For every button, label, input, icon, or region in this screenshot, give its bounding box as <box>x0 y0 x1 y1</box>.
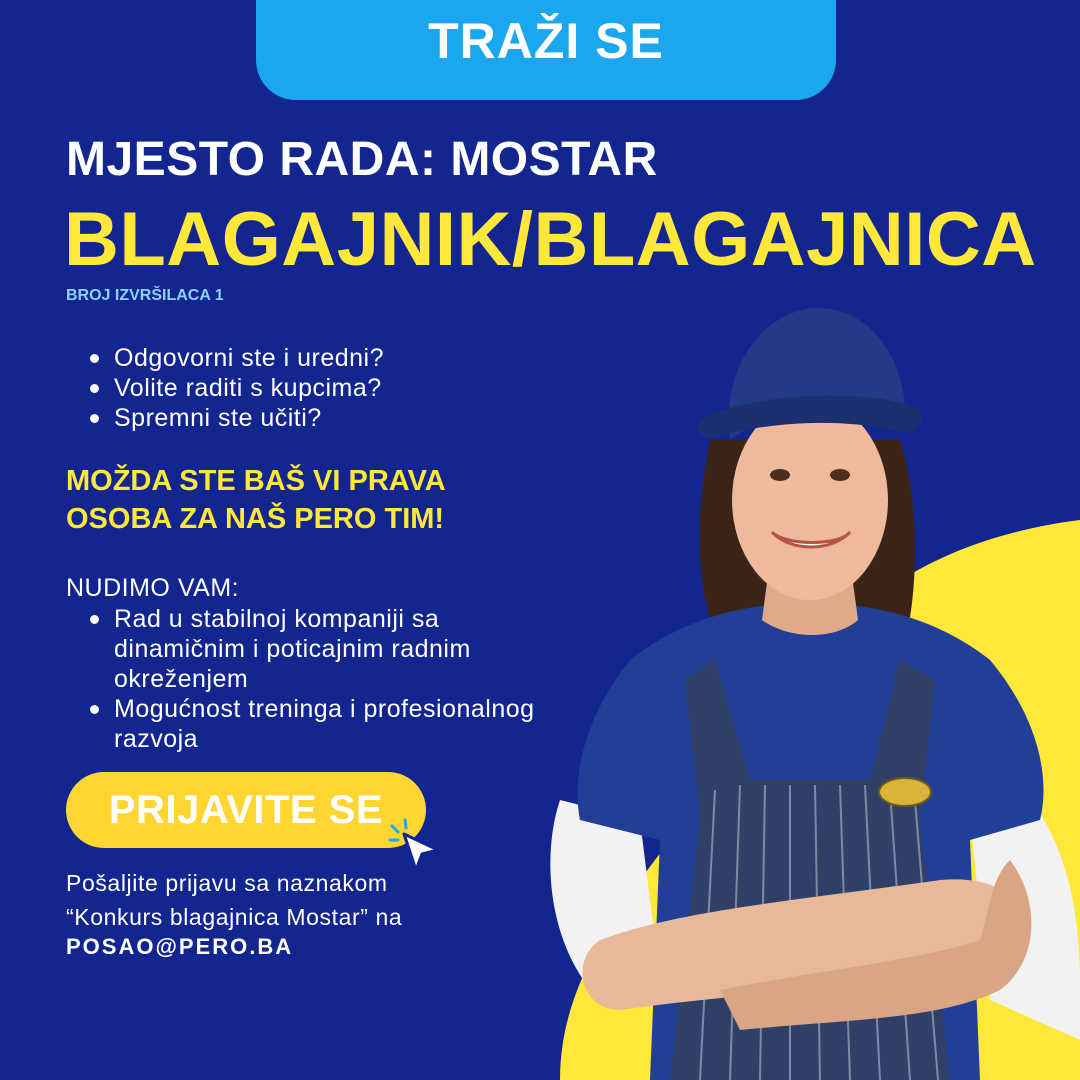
offer-heading: NUDIMO VAM: <box>66 574 240 602</box>
slogan <box>66 462 536 538</box>
instruction-line: “Konkurs blagajnica Mostar” na <box>66 904 403 930</box>
apply-button-label: PRIJAVITE SE <box>108 787 384 832</box>
header-tag <box>256 0 836 100</box>
list-item: Odgovorni ste i uredni? <box>88 343 384 373</box>
woman-photo <box>540 300 1080 1080</box>
list-item: Volite raditi s kupcima? <box>88 373 384 403</box>
offer-list <box>88 604 548 754</box>
slogan-line: MOŽDA STE BAŠ VI PRAVA <box>66 465 446 497</box>
list-item: Mogućnost treninga i profesionalnog razvoja <box>88 694 548 754</box>
job-title: BLAGAJNIK/BLAGAJNICA <box>64 197 1037 282</box>
questions-list <box>88 343 384 433</box>
list-item: Rad u stabilnoj kompaniji sa dinamičnim i poticajnim radnim okreženjem <box>88 604 548 694</box>
job-location: MJESTO RADA: MOSTAR <box>66 133 658 186</box>
list-item: Spremni ste učiti? <box>88 403 384 433</box>
apply-instructions <box>66 866 546 934</box>
instruction-line: Pošaljite prijavu sa naznakom <box>66 870 388 896</box>
openings-count: BROJ IZVRŠILACA 1 <box>66 287 224 304</box>
apply-button[interactable] <box>66 772 426 848</box>
slogan-line: OSOBA ZA NAŠ PERO TIM! <box>66 503 445 535</box>
email-link[interactable]: POSAO@PERO.BA <box>66 934 294 959</box>
header-tag-label: TRAŽI SE <box>428 13 664 69</box>
